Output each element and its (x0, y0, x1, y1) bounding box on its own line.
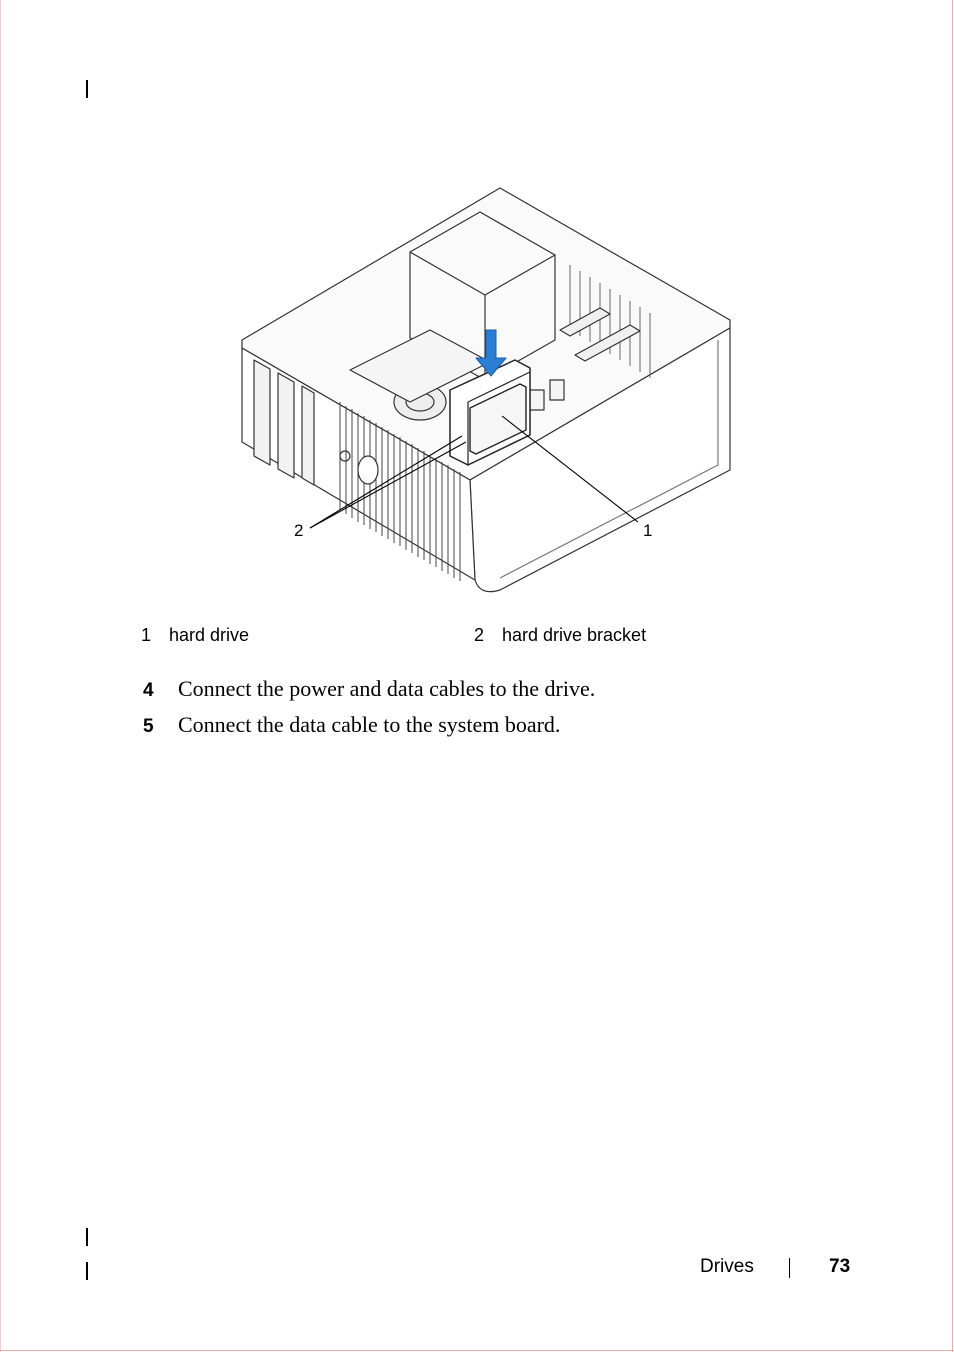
footer-section-title: Drives (700, 1256, 754, 1277)
crop-mark-bottom-1 (86, 1228, 88, 1246)
step-text: Connect the data cable to the system board. (178, 712, 561, 737)
step-4 (143, 676, 595, 702)
page-edge-right (952, 0, 953, 1352)
callout-1: 1 (643, 521, 653, 540)
legend-item-1 (141, 625, 249, 646)
step-number: 4 (143, 680, 154, 701)
page-edge-bottom (0, 1350, 954, 1351)
legend-item-2 (474, 625, 646, 646)
legend-label: hard drive bracket (502, 625, 647, 645)
step-text: Connect the power and data cables to the drive. (178, 676, 596, 701)
legend-label: hard drive (169, 625, 250, 645)
crop-mark-top (86, 80, 88, 98)
step-5 (143, 712, 560, 738)
callout-2: 2 (294, 521, 304, 540)
legend-num: 2 (474, 625, 485, 645)
legend-num: 1 (141, 625, 152, 645)
computer-chassis-illustration (230, 180, 750, 600)
page-number: 73 (829, 1256, 851, 1277)
crop-mark-bottom-2 (86, 1262, 88, 1280)
footer-separator (789, 1258, 790, 1278)
page-edge-left (0, 0, 1, 1352)
step-number: 5 (143, 716, 154, 737)
